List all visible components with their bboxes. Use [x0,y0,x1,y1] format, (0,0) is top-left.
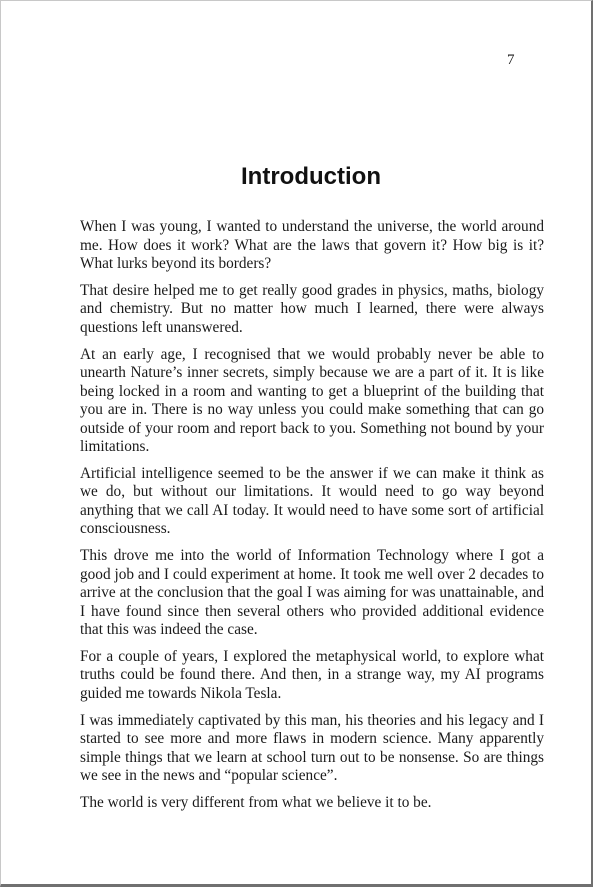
paragraph-6: For a couple of years, I explored the metaphysical world, to explore what truths could be found there. And then, in a strange way, my AI programs guided me towards Nikola Tesla. [80,647,544,702]
paragraph-5: This drove me into the world of Information Technology where I got a good job and I could experiment at home. It took me well over 2 decades to arrive at the conclusion that the goal I was aiming for was unattainable, and I have found since then several others who provided additional evidence that this was indeed the case. [80,547,544,639]
paragraph-3: At an early age, I recognised that we would probably never be able to unearth Nature’s inner secrets, simply because we are a part of it. It is like being locked in a room and wanting to get a blueprint of the building that you are in. There is no way unless you could make something that can go outside of your room and report back to you. Something not bound by your limitations. [80,345,544,456]
paragraph-8: The world is very different from what we believe it to be. [80,794,432,812]
page-number: 7 [507,52,515,68]
paragraph-1: When I was young, I wanted to understand the universe, the world around me. How does it work? What are the laws that govern it? How big is it? What lurks beyond its borders? [80,218,544,272]
chapter-title: Introduction [241,163,381,190]
paragraph-4: Artificial intelligence seemed to be the answer if we can make it think as we do, but without our limitations. It would need to go way beyond anything that we call AI today. It would need to have some sort of artificial consciousness. [80,464,544,538]
paragraph-7: I was immediately captivated by this man, his theories and his legacy and I started to see more and more flaws in modern science. Many apparently simple things that we learn at school turn out to be nonsense. So are things we see in the news and “popular science”. [80,711,544,785]
paragraph-2: That desire helped me to get really good grades in physics, maths, biology and chemistry. But no matter how much I learned, there were always questions left unanswered. [80,281,544,336]
chapter-body [80,218,544,821]
